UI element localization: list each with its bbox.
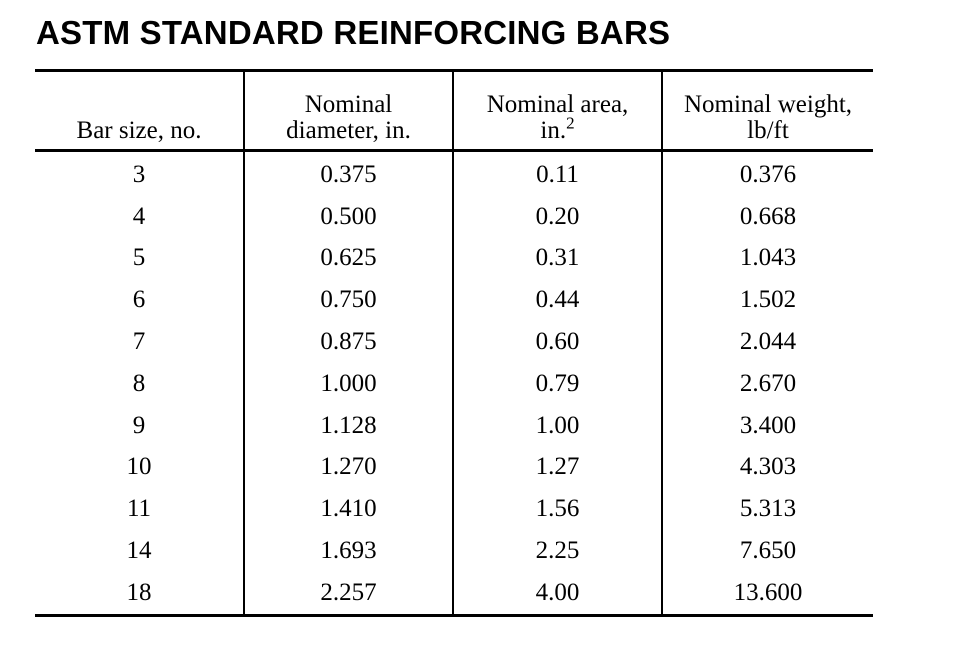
header-line-2 xyxy=(454,113,661,144)
cell-area: 2.25 xyxy=(453,530,662,572)
table-row xyxy=(35,238,873,280)
table-row xyxy=(35,405,873,447)
cell-diameter: 2.257 xyxy=(244,572,453,615)
cell-diameter: 1.693 xyxy=(244,530,453,572)
cell-bar-size: 3 xyxy=(132,160,146,188)
cell-area: 1.27 xyxy=(453,447,662,489)
cell-weight: 13.600 xyxy=(662,572,873,615)
table-row xyxy=(35,151,873,196)
cell-bar-size: 6 xyxy=(132,286,146,314)
cell-bar-size: 10 xyxy=(126,453,152,481)
header-line-1: Nominal weight, xyxy=(683,91,853,118)
cell-bar-size: 7 xyxy=(132,328,146,356)
cell-bar-size: 14 xyxy=(126,537,152,565)
header-unit: in. xyxy=(540,117,567,144)
cell-area: 0.60 xyxy=(453,321,662,363)
table-row xyxy=(35,572,873,615)
cell-area: 0.11 xyxy=(453,151,662,196)
cell-diameter: 0.500 xyxy=(244,196,453,238)
cell-bar-size: 5 xyxy=(132,244,146,272)
cell-weight: 5.313 xyxy=(662,488,873,530)
cell-weight: 4.303 xyxy=(662,447,873,489)
cell-diameter: 1.128 xyxy=(244,405,453,447)
cell-bar-size: 11 xyxy=(126,495,152,523)
cell-area: 0.20 xyxy=(453,196,662,238)
header-line-1: Nominal xyxy=(304,91,393,118)
table-header-row xyxy=(35,71,873,151)
cell-diameter: 1.000 xyxy=(244,363,453,405)
cell-diameter: 0.625 xyxy=(244,238,453,280)
header-line-2: lb/ft xyxy=(747,117,789,144)
header-bar-size xyxy=(35,71,244,151)
cell-weight: 1.043 xyxy=(662,238,873,280)
header-superscript: 2 xyxy=(566,113,575,133)
header-line-2: Bar size, no. xyxy=(76,117,202,144)
cell-weight: 2.044 xyxy=(662,321,873,363)
header-nominal-weight xyxy=(662,71,873,151)
table-row xyxy=(35,196,873,238)
cell-area: 0.31 xyxy=(453,238,662,280)
cell-weight: 3.400 xyxy=(662,405,873,447)
cell-diameter: 1.270 xyxy=(244,447,453,489)
table-row xyxy=(35,488,873,530)
header-nominal-diameter xyxy=(244,71,453,151)
cell-area: 1.00 xyxy=(453,405,662,447)
cell-area: 1.56 xyxy=(453,488,662,530)
cell-weight: 7.650 xyxy=(662,530,873,572)
cell-weight: 2.670 xyxy=(662,363,873,405)
cell-area: 4.00 xyxy=(453,572,662,615)
table-row xyxy=(35,279,873,321)
cell-area: 0.79 xyxy=(453,363,662,405)
cell-weight: 0.668 xyxy=(662,196,873,238)
header-nominal-area xyxy=(453,71,662,151)
cell-diameter: 0.375 xyxy=(244,151,453,196)
table-row xyxy=(35,321,873,363)
cell-weight: 0.376 xyxy=(662,151,873,196)
header-line-2: diameter, in. xyxy=(286,117,411,144)
table-row xyxy=(35,447,873,489)
cell-bar-size: 9 xyxy=(132,411,146,439)
cell-bar-size: 8 xyxy=(132,369,146,397)
cell-weight: 1.502 xyxy=(662,279,873,321)
table-row xyxy=(35,363,873,405)
header-line-1: Nominal area, xyxy=(486,91,629,118)
table-row xyxy=(35,530,873,572)
cell-bar-size: 4 xyxy=(132,202,146,230)
reinforcing-bars-table xyxy=(35,69,873,617)
table-body xyxy=(35,151,873,616)
cell-diameter: 1.410 xyxy=(244,488,453,530)
page-title: ASTM STANDARD REINFORCING BARS xyxy=(36,14,671,51)
cell-bar-size: 18 xyxy=(126,578,152,606)
cell-area: 0.44 xyxy=(453,279,662,321)
cell-diameter: 0.750 xyxy=(244,279,453,321)
cell-diameter: 0.875 xyxy=(244,321,453,363)
